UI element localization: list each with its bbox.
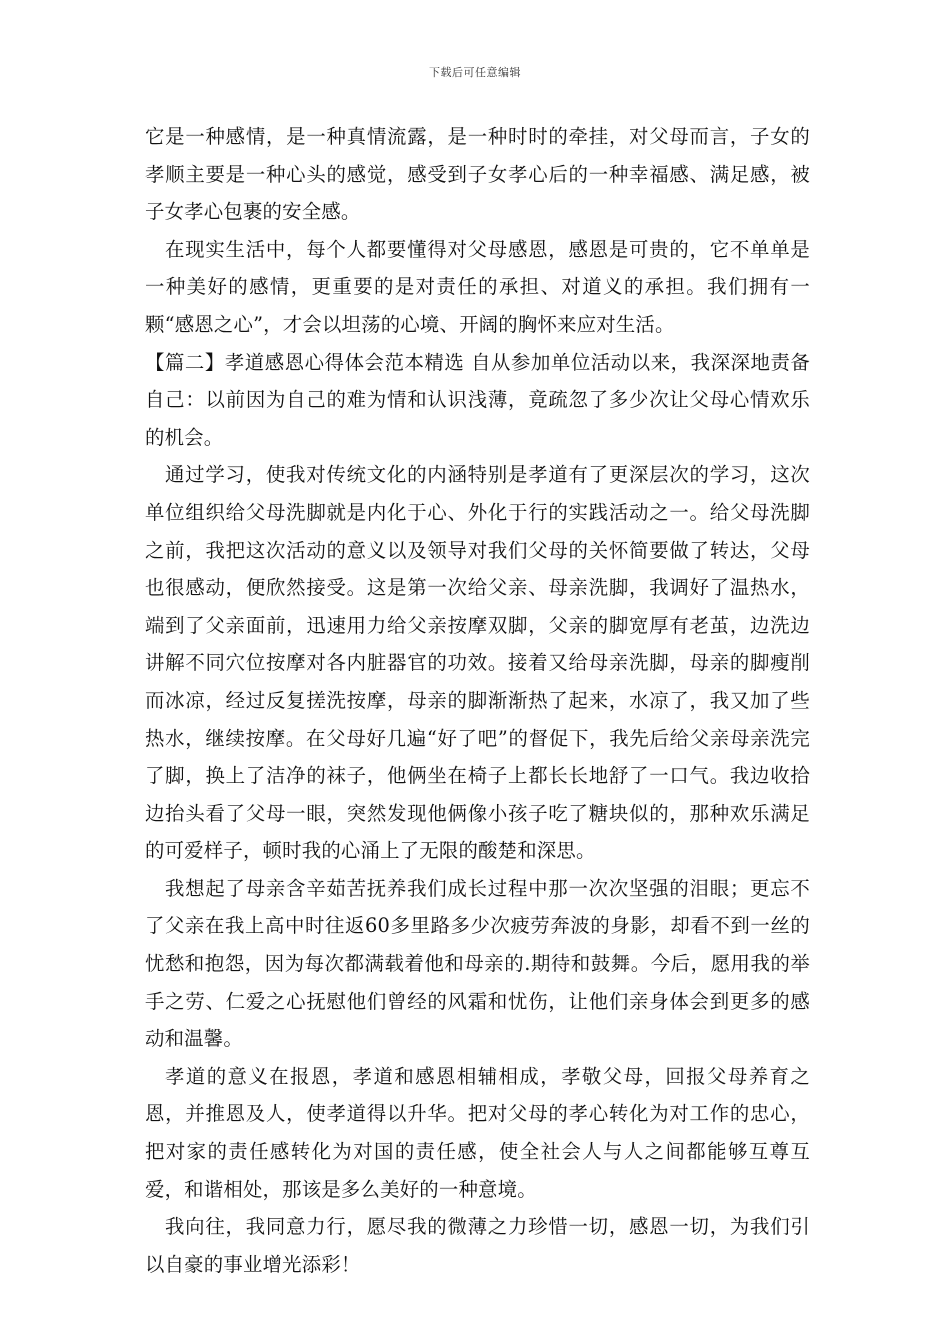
page-header: 下载后可任意编辑 — [429, 66, 521, 79]
paragraph-2: 在现实生活中，每个人都要懂得对父母感恩，感恩是可贵的，它不单单是一种美好的感情，更重要的是对责任的承担、对道义的承担。我们拥有一颗“感恩之心”，才会以坦荡的心境、开阔的胸怀来应对生活。 — [145, 237, 810, 336]
paragraph-5: 我想起了母亲含辛茹苦抚养我们成长过程中那一次次坚强的泪眼；更忘不了父亲在我上高中时往返60多里路多少次疲劳奔波的身影，却看不到一丝的忧愁和抱怨，因为每次都满载着他和母亲的.期待和鼓舞。今后，愿用我的举手之劳、仁爱之心抚慰他们曾经的风霜和忧伤，让他们亲身体会到更多的感动和温馨。 — [145, 876, 810, 1051]
paragraph-3: 【篇二】孝道感恩心得体会范本精选 自从参加单位活动以来，我深深地责备自己：以前因为自己的难为情和认识浅薄，竟疏忽了多少次让父母心情欢乐的机会。 — [145, 350, 810, 449]
paragraph-1: 它是一种感情，是一种真情流露，是一种时时的牵挂，对父母而言，子女的孝顺主要是一种心头的感觉，感受到子女孝心后的一种幸福感、满足感，被子女孝心包裹的安全感。 — [145, 125, 810, 224]
paragraph-6: 孝道的意义在报恩，孝道和感恩相辅相成，孝敬父母，回报父母养育之恩，并推恩及人，使孝道得以升华。把对父母的孝心转化为对工作的忠心，把对家的责任感转化为对国的责任感，使全社会人与人之间都能够互尊互爱，和谐相处，那该是多么美好的一种意境。 — [145, 1064, 810, 1201]
document-body — [145, 118, 810, 1283]
paragraph-7: 我向往，我同意力行，愿尽我的微薄之力珍惜一切，感恩一切，为我们引以自豪的事业增光添彩！ — [145, 1215, 810, 1276]
paragraph-4: 通过学习，使我对传统文化的内涵特别是孝道有了更深层次的学习，这次单位组织给父母洗脚就是内化于心、外化于行的实践活动之一。给父母洗脚之前，我把这次活动的意义以及领导对我们父母的关怀简要做了转达，父母也很感动，便欣然接受。这是第一次给父亲、母亲洗脚，我调好了温热水，端到了父亲面前，迅速用力给父亲按摩双脚，父亲的脚宽厚有老茧，边洗边讲解不同穴位按摩对各内脏器官的功效。接着又给母亲洗脚，母亲的脚瘦削而冰凉，经过反复搓洗按摩，母亲的脚渐渐热了起来，水凉了，我又加了些热水，继续按摩。在父母好几遍“好了吧”的督促下，我先后给父亲母亲洗完了脚，换上了洁净的袜子，他俩坐在椅子上都长长地舒了一口气。我边收拾边抬头看了父母一眼，突然发现他俩像小孩子吃了糖块似的，那种欢乐满足的可爱样子，顿时我的心涌上了无限的酸楚和深思。 — [145, 463, 810, 863]
